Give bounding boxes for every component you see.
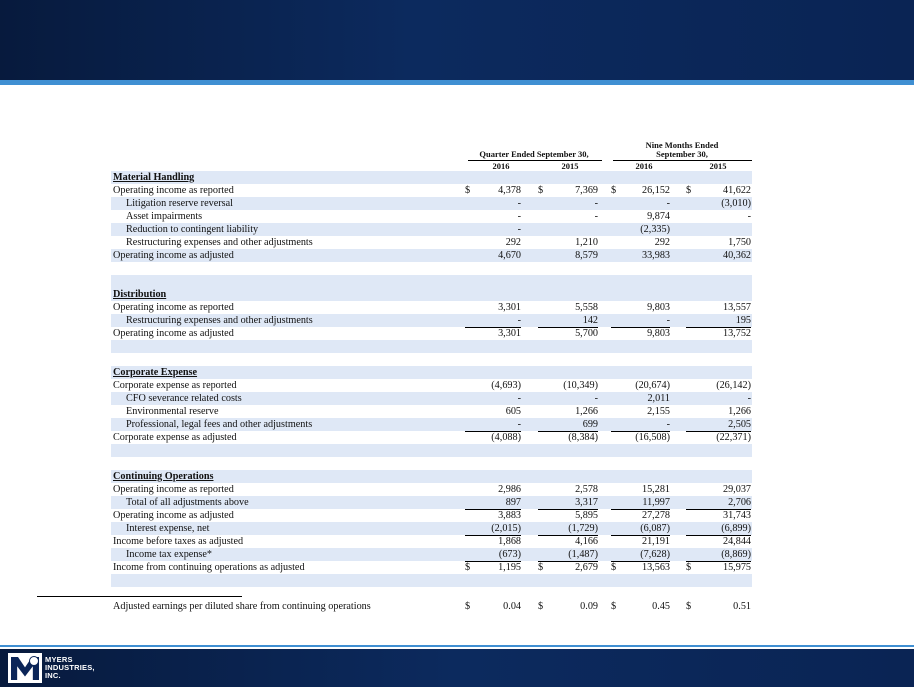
value-cell: - <box>517 393 521 404</box>
value-cell: (1,729) <box>538 522 598 536</box>
value-cell: 13,557 <box>722 302 751 313</box>
row-label: Professional, legal fees and other adjustments <box>126 419 313 430</box>
dollar-sign: $ <box>611 185 617 196</box>
row-label: CFO severance related costs <box>126 393 242 404</box>
row-label: Corporate expense as reported <box>113 380 237 391</box>
nine-months-group-header <box>612 141 752 159</box>
value-cell: 5,700 <box>575 328 598 339</box>
row-label: Income before taxes as adjusted <box>113 536 244 547</box>
logo-line-1: MYERS <box>45 655 73 664</box>
row-label: Operating income as reported <box>113 302 234 313</box>
table-row <box>111 301 752 314</box>
table-row <box>111 210 752 223</box>
value-cell: - <box>594 198 598 209</box>
value-cell: (1,487) <box>538 548 598 562</box>
value-cell: - <box>517 198 521 209</box>
value-cell: (6,087) <box>611 522 670 536</box>
table-row <box>111 327 752 340</box>
row-label: Interest expense, net <box>126 523 210 534</box>
dollar-sign: $ <box>465 562 471 573</box>
value-cell: 292 <box>465 236 521 250</box>
value-cell: 27,278 <box>641 510 670 521</box>
value-cell: 292 <box>611 236 670 250</box>
value-cell: 9,803 <box>647 302 670 313</box>
year-header-n2015: 2015 <box>709 161 727 171</box>
value-cell: 1,266 <box>728 406 751 417</box>
value-cell: 0.09 <box>580 601 598 612</box>
value-cell: (4,693) <box>491 380 521 391</box>
row-label: Litigation reserve reversal <box>126 198 233 209</box>
value-cell: 3,301 <box>498 302 521 313</box>
value-cell: 1,868 <box>498 536 521 547</box>
value-cell: 3,301 <box>498 328 521 339</box>
logo-line-3: INC. <box>45 671 61 680</box>
value-cell: 15,281 <box>641 484 670 495</box>
value-cell: 605 <box>505 406 521 417</box>
value-cell: 4,378 <box>498 185 521 196</box>
value-cell: (26,142) <box>716 380 751 391</box>
section-title: Continuing Operations <box>113 471 214 482</box>
value-cell: - <box>465 314 521 328</box>
value-cell: 21,191 <box>641 536 670 547</box>
value-cell: - <box>747 393 751 404</box>
spacer-row <box>111 587 752 600</box>
value-cell: 2,679 <box>538 561 598 577</box>
dollar-sign: $ <box>465 601 471 612</box>
table-row <box>111 483 752 496</box>
nine-months-label-line2: September 30, <box>656 149 708 159</box>
value-cell: 2,011 <box>647 393 670 404</box>
value-cell: 31,743 <box>722 510 751 521</box>
value-cell: - <box>611 418 670 432</box>
title-banner <box>0 0 914 80</box>
value-cell: 1,210 <box>538 236 598 250</box>
row-label: Reduction to contingent liability <box>126 224 259 235</box>
dollar-sign: $ <box>686 185 692 196</box>
value-cell: 142 <box>538 314 598 328</box>
year-header-q2015: 2015 <box>561 161 579 171</box>
value-cell: 8,579 <box>575 250 598 261</box>
spacer-row <box>111 262 752 275</box>
value-cell: - <box>594 211 598 222</box>
nine-months-label-line1: Nine Months Ended <box>645 140 719 150</box>
dollar-sign: $ <box>686 601 692 612</box>
dollar-sign: $ <box>611 601 617 612</box>
table-row <box>111 314 752 327</box>
spacer-row <box>111 353 752 366</box>
section-header-row <box>111 288 752 301</box>
table-row <box>111 522 752 535</box>
value-cell: 13,752 <box>722 328 751 339</box>
row-label: Income tax expense* <box>126 549 212 560</box>
value-cell: 0.04 <box>503 601 521 612</box>
value-cell: (2,015) <box>465 522 521 536</box>
value-cell: (673) <box>465 548 521 562</box>
value-cell: 15,975 <box>686 561 751 577</box>
value-cell: 3,883 <box>498 510 521 521</box>
dollar-sign: $ <box>538 562 544 573</box>
value-cell: - <box>747 211 751 222</box>
dollar-sign: $ <box>538 601 544 612</box>
value-cell: 26,152 <box>641 185 670 196</box>
value-cell: 3,317 <box>538 496 598 510</box>
logo-wordmark <box>45 656 95 680</box>
value-cell: 11,997 <box>611 496 670 510</box>
table-row <box>111 535 752 548</box>
quarter-group-label: Quarter Ended September 30, <box>479 149 589 159</box>
myers-logo <box>8 652 95 684</box>
value-cell: - <box>666 198 670 209</box>
value-cell: (20,674) <box>635 380 670 391</box>
table-row <box>111 405 752 418</box>
value-cell: - <box>465 418 521 432</box>
row-label: Restructuring expenses and other adjustments <box>126 315 313 326</box>
value-cell: (7,628) <box>611 548 670 562</box>
section-header-row <box>111 171 752 184</box>
row-label: Asset impairments <box>126 211 203 222</box>
section-header-row <box>111 366 752 379</box>
table-row <box>111 600 752 613</box>
row-label: Adjusted earnings per diluted share from continuing operations <box>113 601 371 612</box>
table-row <box>111 431 752 444</box>
section-title: Material Handling <box>113 172 195 183</box>
row-label: Income from continuing operations as adjusted <box>113 562 305 573</box>
table-row <box>111 223 752 236</box>
year-header-n2016: 2016 <box>635 161 653 171</box>
section-title: Corporate Expense <box>113 367 198 378</box>
value-cell: (6,899) <box>686 522 751 536</box>
table-row <box>111 184 752 197</box>
table-row <box>111 548 752 561</box>
value-cell: 699 <box>538 418 598 432</box>
footnote-rule <box>37 596 242 597</box>
value-cell: 1,266 <box>575 406 598 417</box>
value-cell: 40,362 <box>722 250 751 261</box>
row-label: Operating income as adjusted <box>113 250 234 261</box>
row-label: Operating income as reported <box>113 185 234 196</box>
value-cell: 1,195 <box>465 561 521 577</box>
value-cell: (4,088) <box>491 432 521 443</box>
value-cell: - <box>517 211 521 222</box>
spacer-row <box>111 275 752 288</box>
row-label: Operating income as reported <box>113 484 234 495</box>
banner-accent-stripe <box>0 80 914 85</box>
value-cell: 2,986 <box>498 484 521 495</box>
year-header-q2016: 2016 <box>492 161 510 171</box>
footer-accent-line <box>0 645 914 647</box>
value-cell: 41,622 <box>722 185 751 196</box>
value-cell: 4,670 <box>498 250 521 261</box>
dollar-sign: $ <box>686 562 692 573</box>
spacer-row <box>111 444 752 457</box>
table-row <box>111 236 752 249</box>
value-cell: 33,983 <box>641 250 670 261</box>
quarter-group-header <box>466 150 602 159</box>
value-cell: (16,508) <box>635 432 670 443</box>
value-cell: 2,505 <box>686 418 751 432</box>
value-cell: 7,369 <box>575 185 598 196</box>
value-cell: (8,869) <box>686 548 751 562</box>
value-cell: 2,706 <box>686 496 751 510</box>
row-label: Operating income as adjusted <box>113 328 234 339</box>
table-row <box>111 418 752 431</box>
value-cell: 24,844 <box>722 536 751 547</box>
row-label: Restructuring expenses and other adjustments <box>126 237 313 248</box>
dollar-sign: $ <box>465 185 471 196</box>
table-row <box>111 509 752 522</box>
value-cell: - <box>611 314 670 328</box>
value-cell: - <box>594 393 598 404</box>
dollar-sign: $ <box>538 185 544 196</box>
value-cell: 5,558 <box>575 302 598 313</box>
value-cell: 9,874 <box>647 211 670 222</box>
value-cell: 2,578 <box>575 484 598 495</box>
table-row <box>111 496 752 509</box>
value-cell: 0.45 <box>652 601 670 612</box>
logo-mark-icon <box>8 653 42 683</box>
value-cell: 0.51 <box>733 601 751 612</box>
spacer-row <box>111 457 752 470</box>
section-header-row <box>111 470 752 483</box>
value-cell: (10,349) <box>563 380 598 391</box>
table-row <box>111 197 752 210</box>
value-cell: (8,384) <box>568 432 598 443</box>
spacer-row <box>111 340 752 353</box>
spacer-row <box>111 574 752 587</box>
value-cell: 13,563 <box>611 561 670 577</box>
logo-line-2: INDUSTRIES, <box>45 663 95 672</box>
table-row <box>111 392 752 405</box>
value-cell: 29,037 <box>722 484 751 495</box>
row-label: Environmental reserve <box>126 406 219 417</box>
section-title: Distribution <box>113 289 167 300</box>
table-row <box>111 379 752 392</box>
value-cell: - <box>517 224 521 235</box>
value-cell: 9,803 <box>647 328 670 339</box>
row-label: Total of all adjustments above <box>126 497 249 508</box>
value-cell: 2,155 <box>647 406 670 417</box>
dollar-sign: $ <box>611 562 617 573</box>
value-cell: 897 <box>465 496 521 510</box>
value-cell: 4,166 <box>575 536 598 547</box>
value-cell: (2,335) <box>640 224 670 235</box>
value-cell: 195 <box>686 314 751 328</box>
footer-bar <box>0 649 914 687</box>
value-cell: 1,750 <box>686 236 751 250</box>
value-cell: (3,010) <box>721 198 751 209</box>
table-row <box>111 561 752 574</box>
value-cell: (22,371) <box>716 432 751 443</box>
row-label: Operating income as adjusted <box>113 510 234 521</box>
table-row <box>111 249 752 262</box>
value-cell: 5,895 <box>575 510 598 521</box>
row-label: Corporate expense as adjusted <box>113 432 237 443</box>
